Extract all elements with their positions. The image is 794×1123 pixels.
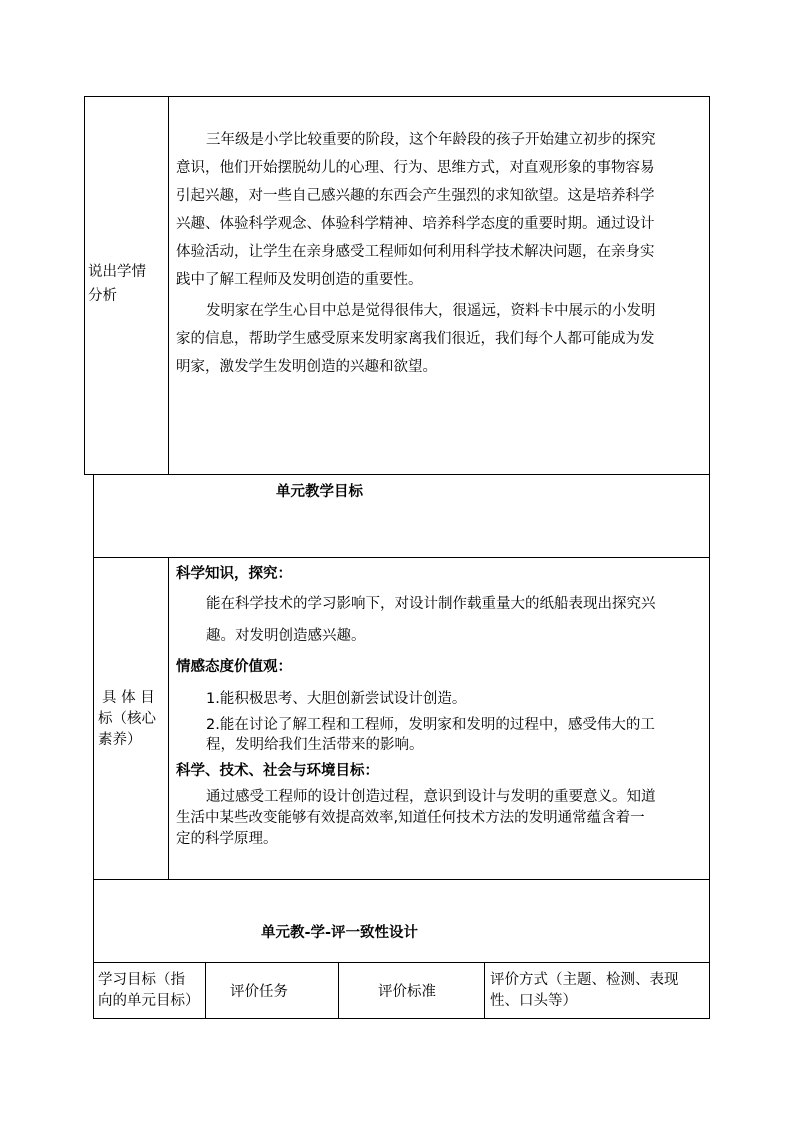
header-evaluation-method-line2: 性、口头等） (490, 993, 577, 1009)
paragraph-line: 明家，激发学生发明创造的兴趣和欲望。 (176, 359, 437, 375)
sts-line: 生活中某些改变能够有效提高效率,知道任何技术方法的发明通常蕴含着一 (176, 810, 645, 826)
paragraph-line: 意识，他们开始摆脱幼儿的心理、行为、思维方式，对直观形象的事物容易 (176, 160, 655, 176)
knowledge-heading: 科学知识，探究： (176, 566, 292, 582)
analysis-label-line1: 说出学情 (88, 264, 146, 280)
table1-bottom-border (84, 474, 710, 475)
table1-left-border (84, 96, 85, 475)
table3-bottom-border (93, 1018, 710, 1019)
knowledge-line: 趣。对发明创造感兴趣。 (206, 628, 366, 644)
paragraph-line: 践中了解工程师及发明创造的重要性。 (176, 272, 423, 288)
header-evaluation-task: 评价任务 (230, 984, 288, 1000)
analysis-label-line2: 分析 (88, 288, 117, 304)
table3-title-divider (93, 962, 710, 963)
goals-label-line2: 标（核心 (98, 711, 156, 727)
table2-title-divider (93, 557, 710, 558)
sts-line: 通过感受工程师的设计创造过程，意识到设计与发明的重要意义。知道 (206, 789, 656, 805)
table2-column-divider (168, 557, 169, 879)
emotion-item: 1.能积极思考、大胆创新尝试设计创造。 (206, 691, 467, 707)
header-learning-goal-line1: 学习目标（指 (98, 972, 185, 988)
table2-right-border (709, 474, 710, 1019)
paragraph-line: 兴趣、体验科学观念、体验科学精神、培养科学态度的重要时期。通过设计 (176, 216, 655, 232)
emotion-item: 2.能在讨论了解工程和工程师，发明家和发明的过程中，感受伟大的工 (206, 717, 655, 733)
sts-line: 定的科学原理。 (176, 831, 278, 847)
table3-col-divider-2 (338, 962, 339, 1019)
unit-goals-title: 单元教学目标 (276, 484, 363, 500)
goals-label-line1: 具 体 目 (102, 690, 155, 706)
paragraph-line: 体验活动，让学生在亲身感受工程师如何利用科学技术解决问题，在亲身实 (176, 244, 655, 260)
table2-goals-divider (93, 879, 710, 880)
paragraph-line: 家的信息，帮助学生感受原来发明家离我们很近，我们每个人都可能成为发 (176, 331, 655, 347)
header-evaluation-standard: 评价标准 (378, 984, 436, 1000)
table2-left-border (93, 474, 94, 1019)
paragraph-line: 引起兴趣，对一些自己感兴趣的东西会产生强烈的求知欲望。这是培养科学 (176, 188, 655, 204)
emotion-item: 程，发明给我们生活带来的影响。 (206, 737, 424, 753)
knowledge-line: 能在科学技术的学习影响下，对设计制作载重量大的纸船表现出探究兴 (206, 596, 656, 612)
table1-divider (168, 96, 169, 475)
table3-col-divider-1 (205, 962, 206, 1019)
header-learning-goal-line2: 向的单元目标） (98, 993, 200, 1009)
paragraph-line: 发明家在学生心目中总是觉得很伟大，很遥远，资料卡中展示的小发明 (206, 303, 656, 319)
goals-label-line3: 素养） (98, 732, 142, 748)
sts-heading: 科学、技术、社会与环境目标： (176, 763, 379, 779)
table3-col-divider-3 (484, 962, 485, 1019)
table1-top-border (84, 96, 710, 97)
header-evaluation-method-line1: 评价方式（主题、检测、表现 (490, 972, 679, 988)
table1-right-border (709, 96, 710, 475)
paragraph-line: 三年级是小学比较重要的阶段，这个年龄段的孩子开始建立初步的探究 (206, 132, 656, 148)
emotion-heading: 情感态度价值观： (176, 659, 292, 675)
consistency-design-title: 单元教-学-评一致性设计 (261, 925, 419, 941)
